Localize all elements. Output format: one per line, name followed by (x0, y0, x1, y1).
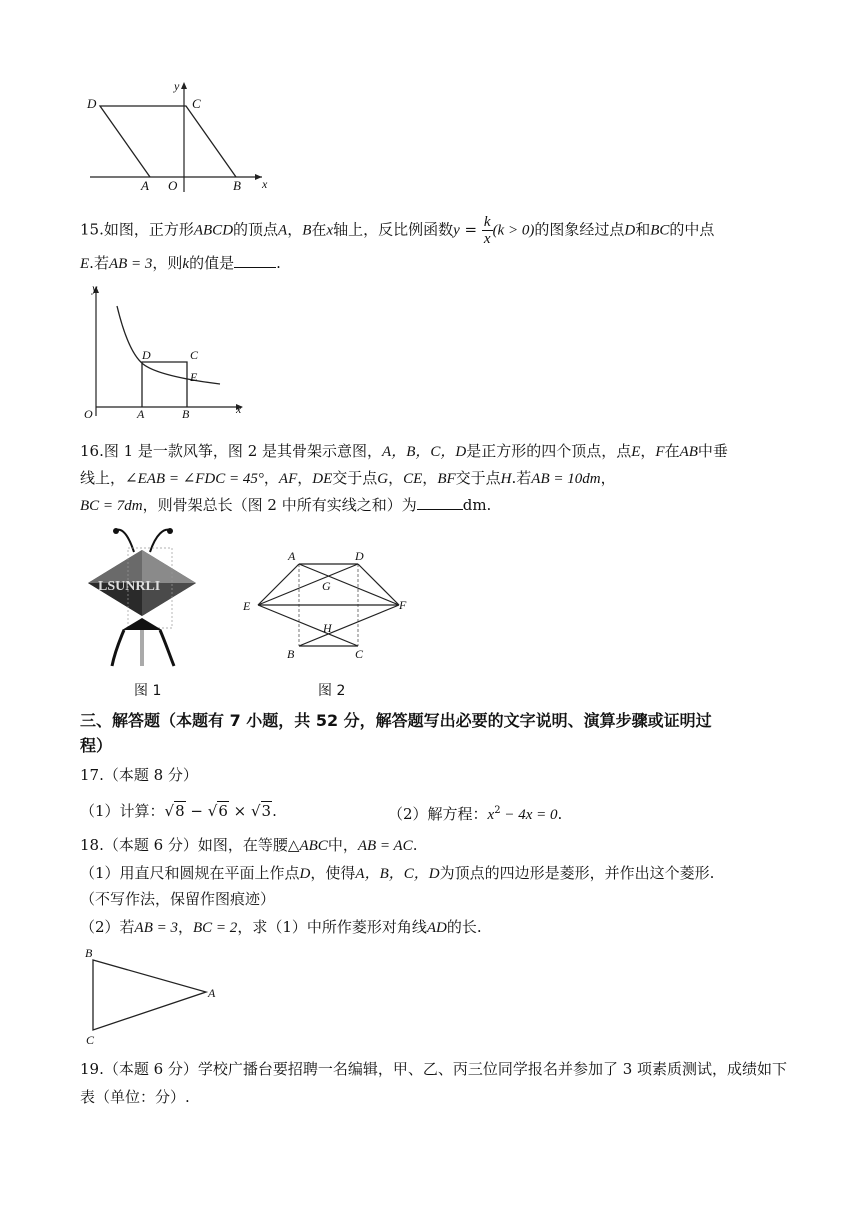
label-O: O (84, 407, 93, 421)
square-hyperbola-figure (80, 280, 250, 422)
label-C: C (192, 96, 201, 111)
q17-part1: （1）计算：√8 − √6 × √3. (80, 802, 277, 820)
label-H: H (323, 621, 332, 635)
label-C: C (190, 348, 199, 362)
section3-heading-line1: 三、解答题（本题有 7 小题，共 52 分，解答题写出必要的文字说明、演算步骤或证明过 (80, 711, 712, 730)
q15-line2: E.若AB = 3，则k的值是 . (80, 254, 281, 272)
kite-letters: LSUNRLI (98, 579, 161, 594)
label-y: y (174, 79, 180, 93)
answer-blank-q16 (417, 509, 463, 510)
label-x: x (236, 402, 242, 416)
fig1-caption: 图 1 (134, 683, 162, 699)
q15-line1: 15.如图，正方形ABCD的顶点A，B在x轴上，反比例函数y = $\frac{k}{x}$ (k > 0)的图象经过点D和BC的中点 (80, 214, 715, 247)
label-O: O (168, 178, 178, 193)
fraction-k-over-x: $\frac{k}{x}$ (483, 214, 491, 247)
label-x: x (262, 177, 268, 191)
kite-photo (84, 526, 204, 668)
label-A: A (288, 549, 296, 563)
label-C: C (86, 1033, 95, 1047)
q16-line3: BC = 7dm，则骨架总长（图 2 中所有实线之和）为 dm. (80, 496, 492, 514)
label-B: B (182, 407, 190, 421)
q18-line3: （不写作法，保留作图痕迹） (80, 890, 276, 908)
q18-line2: （1）用直尺和圆规在平面上作点D，使得A，B，C，D为顶点的四边形是菱形，并作出这个菱形. (80, 864, 715, 882)
label-E: E (243, 599, 251, 613)
label-A: A (137, 407, 145, 421)
kite-skeleton-diagram (238, 546, 414, 664)
q18-line1: 18.（本题 6 分）如图，在等腰△ABC中，AB = AC. (80, 836, 418, 854)
section3-heading-line2: 程） (80, 736, 113, 755)
label-y: y (92, 281, 98, 295)
fig2-caption: 图 2 (318, 683, 346, 699)
label-B: B (233, 178, 241, 193)
label-D: D (87, 96, 97, 111)
label-F: F (399, 598, 407, 612)
q16-line2: 线上，∠EAB = ∠FDC = 45°，AF，DE交于点G，CE，BF交于点H.若AB = 10dm， (80, 469, 616, 487)
answer-blank-q15 (234, 267, 276, 268)
label-A: A (141, 178, 149, 193)
label-G: G (322, 579, 331, 593)
label-B: B (85, 946, 93, 960)
isosceles-triangle-figure (82, 944, 222, 1048)
q17-title: 17.（本题 8 分） (80, 766, 198, 784)
q18-line4: （2）若AB = 3，BC = 2，求（1）中所作菱形对角线AD的长. (80, 918, 482, 936)
label-D: D (142, 348, 151, 362)
q19-line2: 表（单位：分）. (80, 1088, 190, 1106)
q17-part2: （2）解方程：$x^2 - 4x = 0$. (388, 805, 563, 823)
label-B: B (287, 647, 295, 661)
label-A: A (208, 986, 216, 1000)
parallelogram-figure (84, 76, 280, 196)
q16-line1: 16.图 1 是一款风筝，图 2 是其骨架示意图，A，B，C，D是正方形的四个顶点，点E，F在AB中垂 (80, 442, 728, 460)
label-E: E (190, 370, 198, 384)
label-C: C (355, 647, 364, 661)
q19-line1: 19.（本题 6 分）学校广播台要招聘一名编辑，甲、乙、丙三位同学报名并参加了 3 项素质测试，成绩如下 (80, 1060, 788, 1078)
label-D: D (355, 549, 364, 563)
